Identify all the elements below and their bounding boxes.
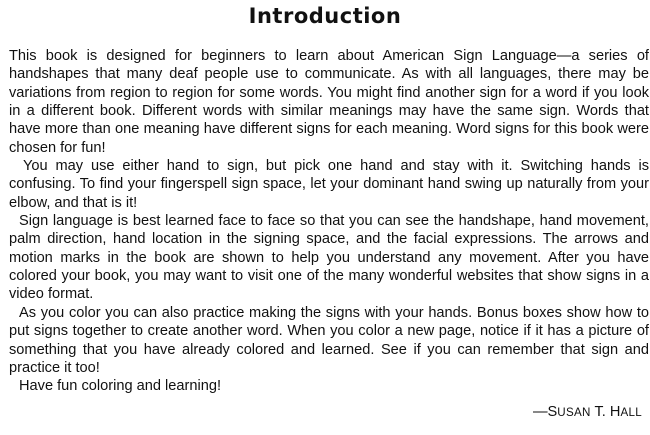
paragraph-4: As you color you can also practice making the signs with your hands. Bonus boxes show how to put signs together to create another word. When you color a new page, notice if it has a picture of something that you have already colored and learned. See if you can remember that sign and practice it too! bbox=[9, 304, 649, 376]
signature-middle-initial: T. bbox=[594, 404, 606, 420]
author-signature bbox=[533, 404, 642, 420]
signature-last-rest: ALL bbox=[620, 406, 642, 419]
paragraph-3: Sign language is best learned face to face so that you can see the handshape, hand movement, palm direction, hand location in the signing space, and the facial expressions. The arrows and motion marks in the book are shown to help you understand any movement. After you have colored your book, you may want to visit one of the many wonderful websites that show signs in a video format. bbox=[9, 213, 649, 303]
intro-body bbox=[9, 47, 649, 396]
signature-dash: — bbox=[532, 404, 548, 420]
page-title: Introduction bbox=[248, 4, 402, 28]
signature-first-initial: S bbox=[547, 404, 558, 420]
signature-last-initial: H bbox=[609, 404, 621, 420]
paragraph-2: You may use either hand to sign, but pick one hand and stay with it. Switching hands is confusing. To find your fingerspell sign space, let your dominant hand swing up naturally from your elbow, and that is it! bbox=[9, 158, 649, 211]
signature-first-rest: USAN bbox=[557, 406, 591, 419]
paragraph-1: This book is designed for beginners to learn about American Sign Language—a series of handshapes that many deaf people use to communicate. As with all languages, there may be variations from region to region for some words. You might find another sign for a word if you look in a different book. Different words with similar meanings may have the same sign. Words that have more than one meaning have different signs for each meaning. Word signs for this book were chosen for fun! bbox=[9, 48, 649, 156]
paragraph-5: Have fun coloring and learning! bbox=[19, 378, 222, 395]
